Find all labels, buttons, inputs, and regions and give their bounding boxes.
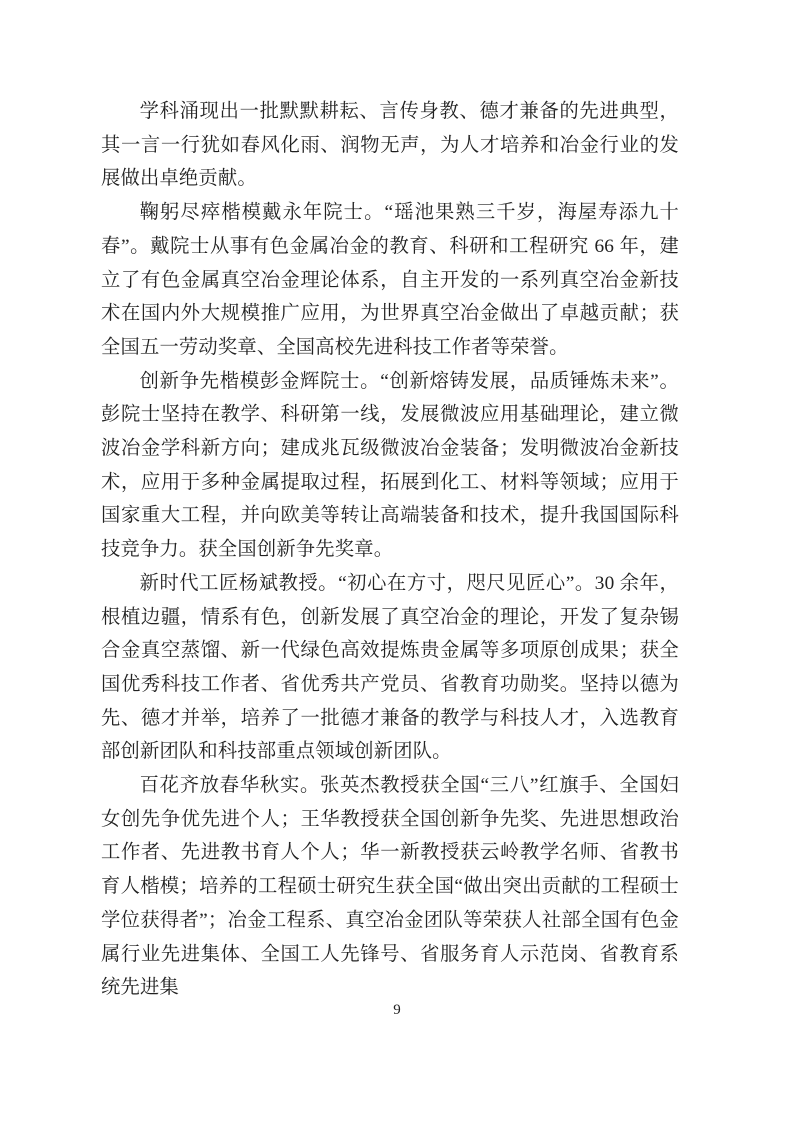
paragraph-dai-yongnian: 鞠躬尽瘁楷模戴永年院士。“瑶池果熟三千岁，海屋寿添九十春”。戴院士从事有色金属冶金的教育、科研和工程研究 66 年，建立了有色金属真空冶金理论体系，自主开发的一系列真空冶金新技术在国内外大规模推广应用，为世界真空冶金做出了卓越贡献；获全国五一劳动奖章、全国高校先进科技工作者等荣誉。	[101, 202, 679, 358]
paragraph-intro: 学科涌现出一批默默耕耘、言传身教、德才兼备的先进典型，其一言一行犹如春风化雨、润物无声，为人才培养和冶金行业的发展做出卓绝贡献。	[101, 101, 679, 190]
page-number: 9	[393, 1002, 401, 1018]
paragraph-yang-bin: 新时代工匠杨斌教授。“初心在方寸，咫尺见匠心”。30 余年，根植边疆，情系有色，创新发展了真空冶金的理论，开发了复杂锡合金真空蒸馏、新一代绿色高效提炼贵金属等多项原创成果；获全国优秀科技工作者、省优秀共产党员、省教育功勋奖。坚持以德为先、德才并举，培养了一批德才兼备的教学与科技人才，入选教育部创新团队和科技部重点领域创新团队。	[101, 572, 679, 763]
document-body	[101, 95, 679, 1005]
paragraph-peng-jinhui: 创新争先楷模彭金辉院士。“创新熔铸发展，品质锤炼未来”。彭院士坚持在教学、科研第一线，发展微波应用基础理论，建立微波冶金学科新方向；建成兆瓦级微波冶金装备；发明微波冶金新技术，应用于多种金属提取过程，拓展到化工、材料等领域；应用于国家重大工程，并向欧美等转让高端装备和技术，提升我国国际科技竞争力。获全国创新争先奖章。	[101, 370, 679, 561]
paragraph-awards: 百花齐放春华秋实。张英杰教授获全国“三八”红旗手、全国妇女创先争优先进个人；王华教授获全国创新争先奖、先进思想政治工作者、先进教书育人个人；华一新教授获云岭教学名师、省教书育人楷模；培养的工程硕士研究生获全国“做出突出贡献的工程硕士学位获得者”；冶金工程系、真空冶金团队等荣获人社部全国有色金属行业先进集体、全国工人先锋号、省服务育人示范岗、省教育系统先进集	[101, 775, 679, 999]
